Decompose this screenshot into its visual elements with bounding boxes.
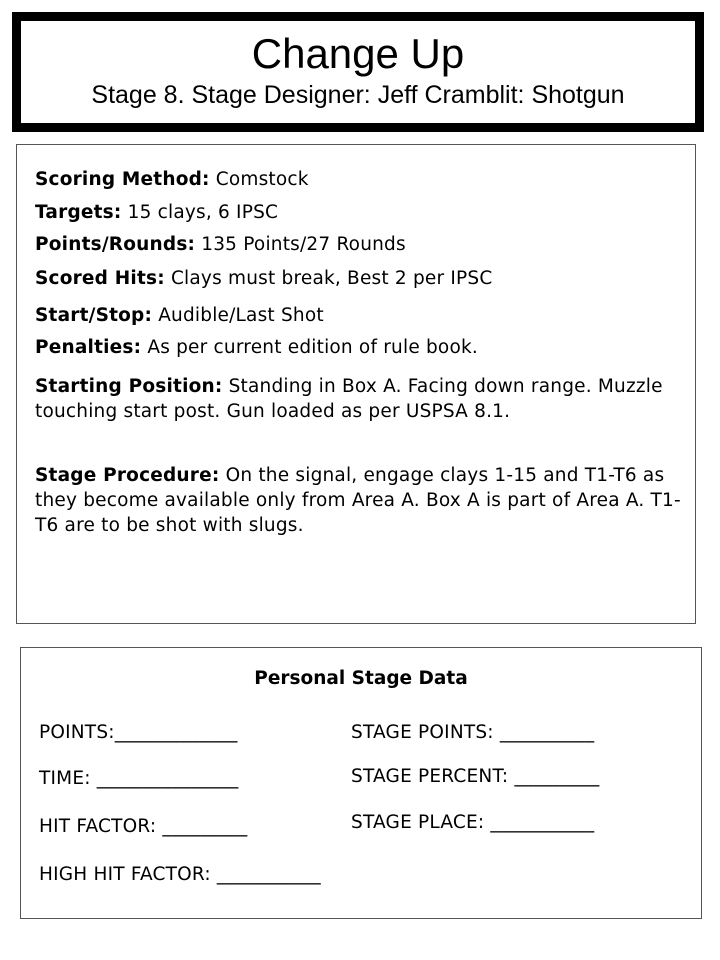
- points-rounds-value: 135 Points/27 Rounds: [201, 234, 406, 255]
- stage-place-field[interactable]: STAGE PLACE: ___________: [351, 812, 595, 833]
- start-stop-label: Start/Stop:: [35, 305, 153, 326]
- stage-subtitle: Stage 8. Stage Designer: Jeff Cramblit: Shotgun: [91, 81, 625, 109]
- starting-position-row: [35, 374, 683, 424]
- penalties-label: Penalties:: [35, 337, 142, 358]
- stage-percent-field[interactable]: STAGE PERCENT: _________: [351, 766, 600, 787]
- scored-hits-row: [35, 266, 683, 291]
- stage-procedure-value: On the signal, engage clays 1-15 and T1-T6 as they become available only from Area A. Box A is part of Area A. T1-T6 are to be shot with slugs.: [35, 465, 681, 536]
- scoring-method-label: Scoring Method:: [35, 169, 210, 190]
- starting-position-value: Standing in Box A. Facing down range. Muzzle touching start post. Gun loaded as per USPSA 8.1.: [35, 376, 663, 422]
- penalties-value: As per current edition of rule book.: [147, 337, 478, 358]
- penalties-row: [35, 335, 683, 360]
- points-rounds-row: [35, 232, 683, 257]
- scored-hits-value: Clays must break, Best 2 per IPSC: [170, 268, 493, 289]
- scoring-method-row: [35, 167, 683, 192]
- scoring-method-value: Comstock: [215, 169, 309, 190]
- stage-title-box: [12, 12, 704, 132]
- stage-title: Change Up: [251, 30, 465, 77]
- high-hit-factor-field[interactable]: HIGH HIT FACTOR: ___________: [39, 864, 321, 885]
- personal-stage-data-box: [20, 647, 702, 919]
- targets-label: Targets:: [35, 202, 122, 223]
- stage-procedure-row: [35, 463, 683, 538]
- stage-procedure-label: Stage Procedure:: [35, 465, 220, 486]
- time-field[interactable]: TIME: _______________: [39, 768, 239, 789]
- starting-position-label: Starting Position:: [35, 376, 223, 397]
- points-field[interactable]: POINTS:_____________: [39, 722, 238, 743]
- start-stop-row: [35, 303, 683, 328]
- scored-hits-label: Scored Hits:: [35, 268, 165, 289]
- points-rounds-label: Points/Rounds:: [35, 234, 196, 255]
- start-stop-value: Audible/Last Shot: [158, 305, 324, 326]
- targets-value: 15 clays, 6 IPSC: [127, 202, 279, 223]
- stage-info-box: [16, 144, 696, 624]
- hit-factor-field[interactable]: HIT FACTOR: _________: [39, 816, 248, 837]
- targets-row: [35, 200, 683, 225]
- personal-stage-data-heading: Personal Stage Data: [254, 668, 468, 689]
- stage-points-field[interactable]: STAGE POINTS: __________: [351, 722, 595, 743]
